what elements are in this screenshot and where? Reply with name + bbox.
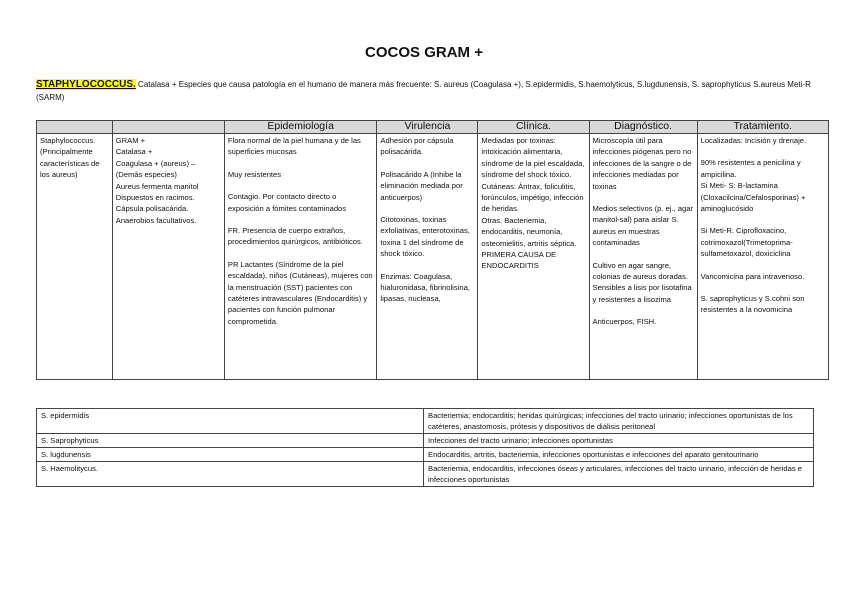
species-table bbox=[36, 408, 814, 487]
header-tratamiento: Tratamiento. bbox=[697, 121, 828, 134]
header-virulencia: Virulencia bbox=[377, 121, 478, 134]
header-epidemiologia: Epidemiología bbox=[224, 121, 377, 134]
cell-virulencia bbox=[377, 134, 478, 380]
list-item: GRAM + bbox=[115, 136, 146, 145]
species-description: Endocarditis, artritis, bacteriemia, infecciones oportunistas e infecciones del aparato genitourinario bbox=[424, 448, 814, 462]
species-description: Bacteriemia, endocarditis, infecciones óseas y articulares, infecciones del tracto urinario, infección de heridas e infecciones oportunistas bbox=[424, 462, 814, 487]
cell-tratamiento bbox=[697, 134, 828, 380]
list-item: Cutáneas: Ántrax, foliculitis, forúnculos, impétigo, infección de heridas. bbox=[481, 181, 584, 214]
intro-text: Catalasa + Especies que causa patología en el humano de manera más frecuente: S. aureus (Coagulasa +), S.epidermidis, S.haemolyticus, S.lugdunensis, S. saprophyticus S.aureus Meti-R (SARM) bbox=[36, 80, 811, 102]
list-item: Otras. Bacteriemia, endocarditis, neumonía, osteomielitis, artritis séptica. bbox=[481, 215, 577, 248]
species-description: Bacteriemia; endocarditis; heridas quirúrgicas; infecciones del tracto urinario; infecciones oportunistas de los catéteres, anastomosis, prótesis y dispositivos de diálisis peritoneal bbox=[424, 409, 814, 434]
list-item: Anaerobios facultativos. bbox=[115, 215, 197, 225]
species-name: S. Haemolitycus. bbox=[37, 462, 424, 487]
list-item: Catalasa + bbox=[115, 147, 153, 157]
header-cell bbox=[37, 121, 113, 134]
staphylococcus-table bbox=[36, 120, 829, 380]
list-item: Flora normal de la piel humana y de las superficies mucosas bbox=[227, 136, 361, 157]
table-row bbox=[37, 448, 814, 462]
list-item: S. saprophyticus y S.cohni son resistentes a la novomicina bbox=[700, 294, 805, 315]
header-clinica: Clínica. bbox=[478, 121, 589, 134]
species-description: Infecciones del tracto urinario; infecciones oportunistas bbox=[424, 434, 814, 448]
list-item: FR. Presencia de cuerpo extraños, procedimientos quirúrgicos, antibióticos. bbox=[227, 226, 363, 247]
list-item: PRIMERA CAUSA DE ENDOCARDITIS bbox=[481, 250, 557, 271]
list-item: Medios selectivos (p. ej., agar manitol-sal) para aislar S. aureus en muestras contaminadas bbox=[592, 204, 693, 248]
list-item: Vancomicina para intravenoso. bbox=[700, 271, 805, 281]
list-item: Mediadas por toxinas: intoxicación alimentaria, síndrome de la piel escaldada, síndrome del shock tóxico. bbox=[481, 136, 585, 180]
table-row bbox=[37, 134, 829, 380]
list-item: Cápsula polisacárida. bbox=[115, 204, 189, 214]
list-item: Muy resistentes bbox=[227, 169, 282, 179]
list-item: 90% resistentes a penicilina y ampicilina. bbox=[700, 158, 801, 179]
list-item: Si Meti- S: B-lactamina (Cloxacilcina/Cefalosporinas) + aminoglucósido bbox=[700, 181, 806, 214]
list-item: Localizadas: Incisión y drenaje. bbox=[700, 136, 807, 145]
page-title: COCOS GRAM + bbox=[365, 44, 483, 61]
cell-characteristics bbox=[112, 134, 224, 380]
list-item: Adhesión por cápsula polisacárida. bbox=[380, 136, 454, 157]
cell-clinica bbox=[478, 134, 589, 380]
list-item: Contagio. Por contacto directo o exposición a fómites contaminados bbox=[227, 192, 347, 213]
cell-epidemiologia bbox=[224, 134, 377, 380]
genus-highlight: STAPHYLOCOCCUS. bbox=[36, 79, 136, 90]
header-cell bbox=[112, 121, 224, 134]
list-item: Citotoxinas, toxinas exfoliativas, enterotoxinas, toxina 1 del síndrome de shock tóxico. bbox=[380, 215, 470, 259]
intro-paragraph bbox=[36, 78, 816, 104]
list-item: PR Lactantes (Síndrome de la piel escaldada), niños (Cutáneas), mujeres con la menstruación (SST) pacientes con catéteres intravasculares (Endocarditis) y pacientes con función pulmonar comprometida. bbox=[227, 259, 373, 326]
list-item: Cultivo en agar sangre, colonias de aureus doradas. Sensibles a lisis por lisotafina y resistentes a lisozima bbox=[592, 260, 692, 304]
species-name: S. epidermidis bbox=[37, 409, 424, 434]
table-header-row bbox=[37, 121, 829, 134]
list-item: Polisacárido A (Inhibe la eliminación mediada por anticuerpos) bbox=[380, 169, 463, 202]
cell-diagnostico bbox=[589, 134, 697, 380]
list-item: Anticuerpos, FISH. bbox=[592, 317, 657, 327]
list-item: Microscopía útil para infecciones piógenas pero no infecciones de la sangre o de infecciones mediadas por toxinas bbox=[592, 136, 692, 191]
list-item: Dispuestos en racimos. bbox=[115, 193, 195, 203]
species-name: S. lugdunensis bbox=[37, 448, 424, 462]
table-row bbox=[37, 409, 814, 434]
table-row bbox=[37, 434, 814, 448]
list-item: Aureus fermenta manitol bbox=[115, 181, 199, 191]
cell-genus: Staphylococcus. (Principalmente características de los aureus) bbox=[37, 134, 113, 380]
list-item: Si Meti-R. Ciprofloxacino, cotrimoxazol(Trimetoprima-sulfametoxazol, doxiciclina bbox=[700, 226, 793, 259]
header-diagnostico: Diagnóstico. bbox=[589, 121, 697, 134]
list-item: Enzimas: Coagulasa, hialuronidasa, fibrinolisina, lipasas, nucleasa, bbox=[380, 271, 470, 304]
list-item: Coagulasa + (aureus) – (Demás especies) bbox=[115, 158, 196, 180]
table-row bbox=[37, 462, 814, 487]
species-name: S. Saprophyticus bbox=[37, 434, 424, 448]
